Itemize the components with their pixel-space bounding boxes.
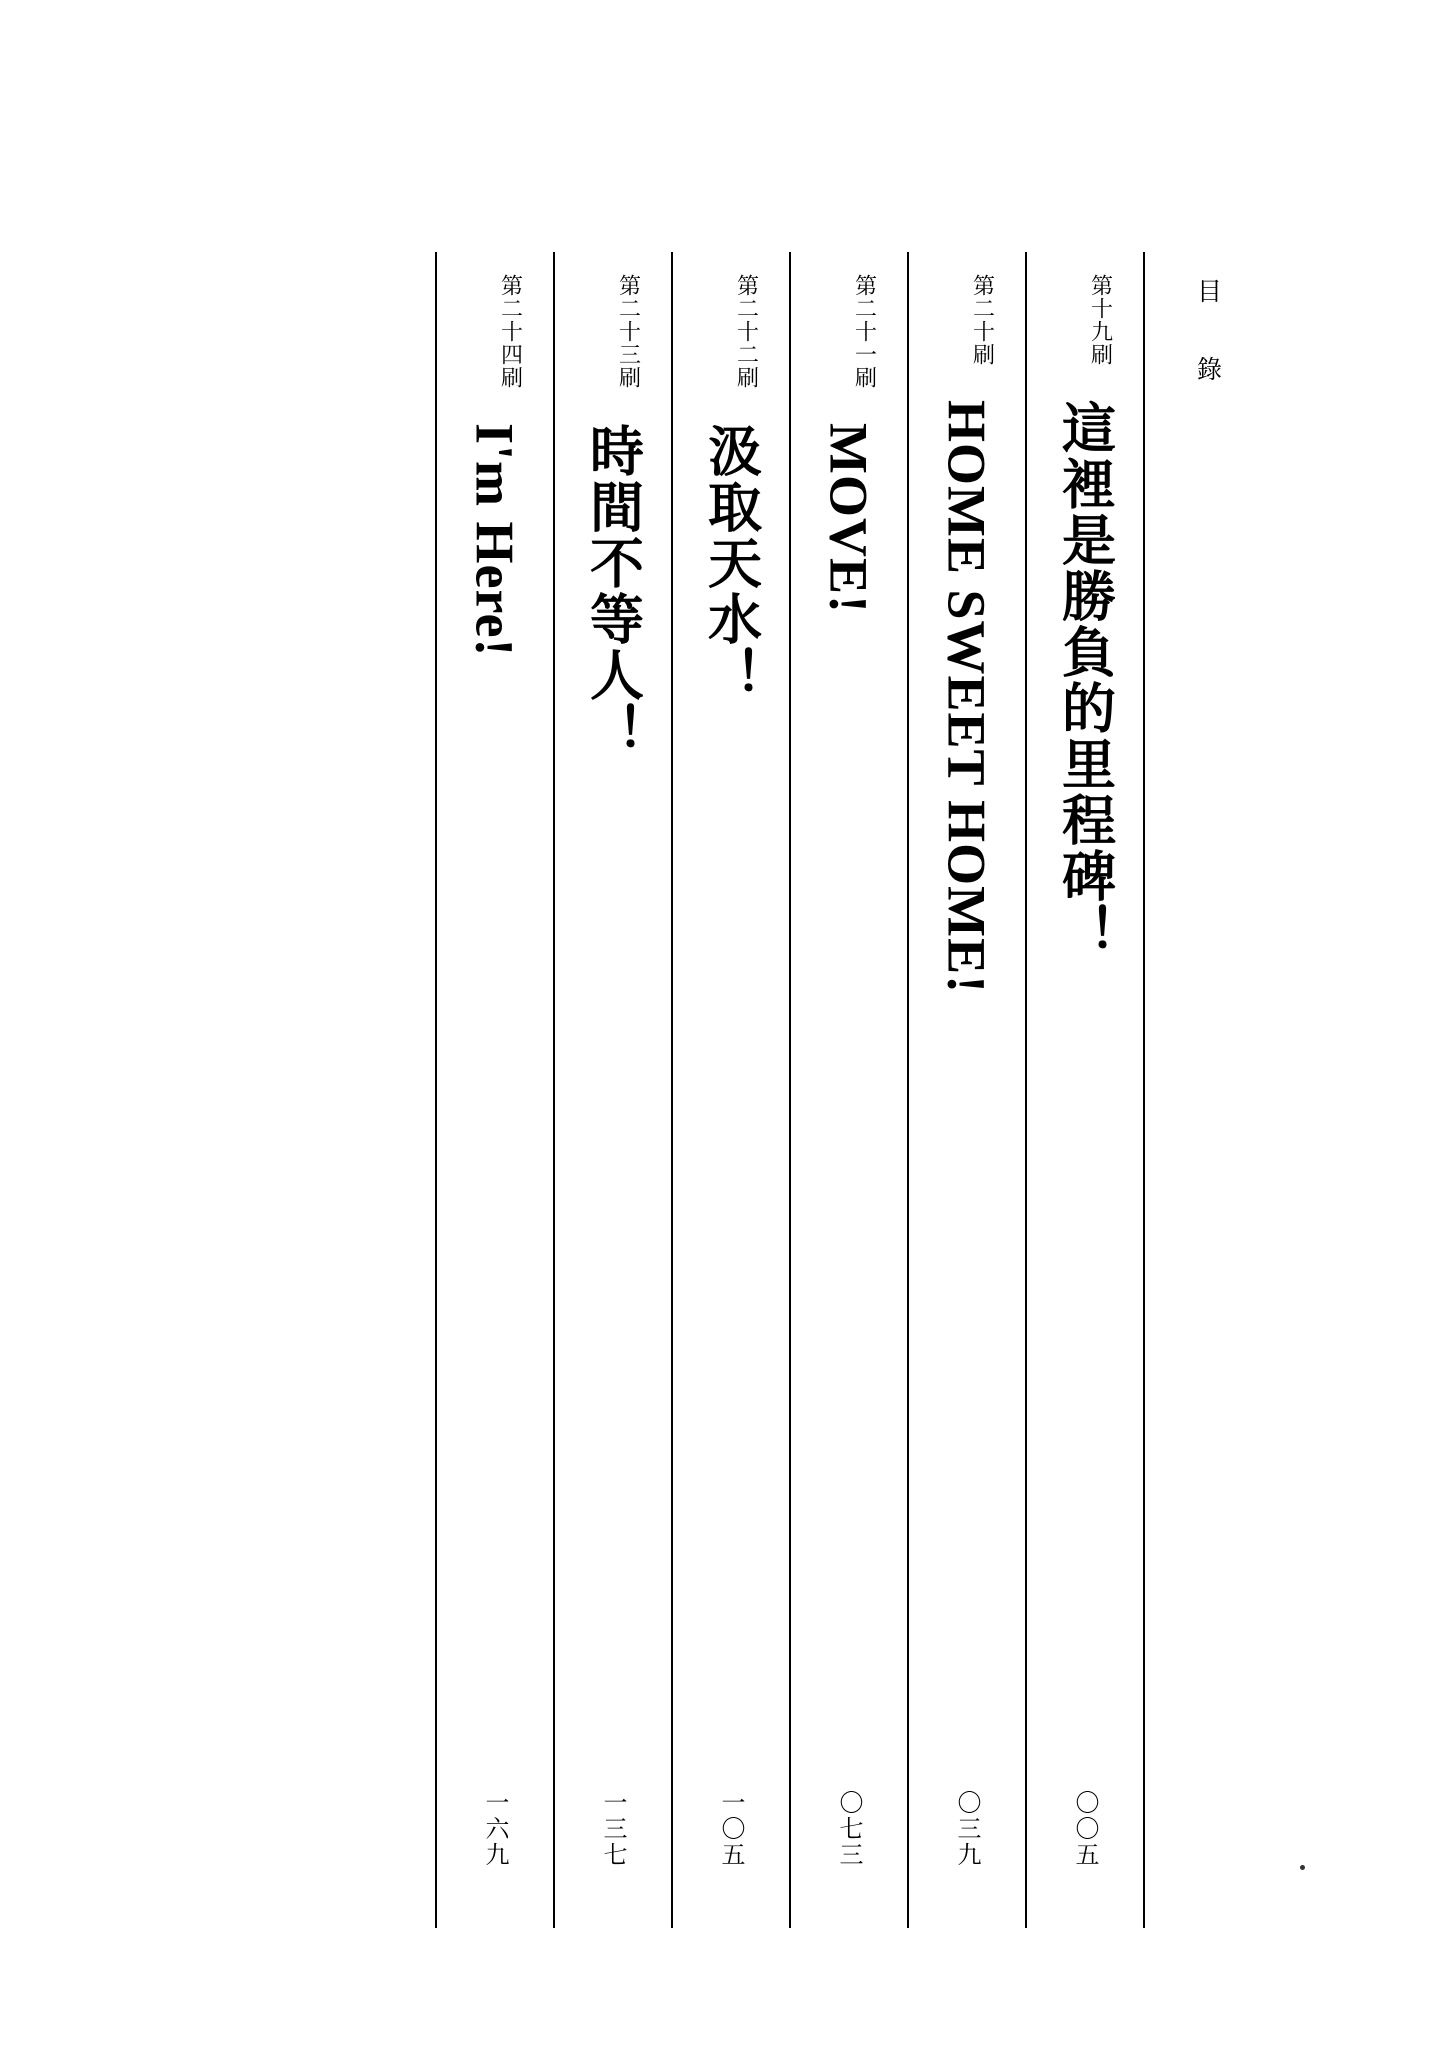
toc-entry-inner xyxy=(700,268,761,1868)
page-number: 一〇五 xyxy=(717,1790,743,1868)
toc-entry-3[interactable] xyxy=(789,268,907,1868)
toc-entry-4[interactable] xyxy=(671,268,789,1868)
column-rule xyxy=(1143,252,1145,1928)
toc-entry-2[interactable] xyxy=(907,268,1025,1868)
page-number: 〇七三 xyxy=(835,1790,861,1868)
chapter-title: MOVE! xyxy=(818,423,879,614)
toc-entry-inner xyxy=(1054,268,1115,1868)
chapter-number: 第二十二刷 xyxy=(734,274,760,389)
column-rule xyxy=(907,252,909,1928)
chapter-number: 第二十四刷 xyxy=(498,274,524,389)
toc-entry-6[interactable] xyxy=(435,268,553,1868)
column-rule xyxy=(435,252,437,1928)
page-number: 〇三九 xyxy=(953,1790,979,1868)
chapter-title: 這裡是勝負的里程碑！ xyxy=(1054,400,1115,960)
chapter-number: 第二十刷 xyxy=(970,274,996,366)
toc-entry-1[interactable] xyxy=(1025,268,1143,1868)
chapter-title: 時間不等人！ xyxy=(582,423,643,759)
chapter-number: 第十九刷 xyxy=(1088,274,1114,366)
page-number: 〇〇五 xyxy=(1071,1790,1097,1868)
toc-entry-5[interactable] xyxy=(553,268,671,1868)
chapter-number: 第二十三刷 xyxy=(616,274,642,389)
column-rule xyxy=(1025,252,1027,1928)
print-speck xyxy=(1300,1865,1305,1870)
column-rule xyxy=(671,252,673,1928)
chapter-title: I'm Here! xyxy=(464,423,525,658)
page-number: 一三七 xyxy=(599,1790,625,1868)
column-rule xyxy=(789,252,791,1928)
chapter-title: 汲取天水！ xyxy=(700,423,761,703)
chapter-title: HOME SWEET HOME! xyxy=(936,400,997,995)
toc-entry-inner xyxy=(936,268,997,1868)
page-number: 一六九 xyxy=(481,1790,507,1868)
toc-heading-column xyxy=(1143,268,1271,1868)
chapter-number: 第二十一刷 xyxy=(852,274,878,389)
toc-entry-inner xyxy=(582,268,643,1868)
toc-entry-inner xyxy=(818,268,879,1868)
toc-columns xyxy=(180,268,1271,1868)
toc-entry-inner xyxy=(464,268,525,1868)
column-rule xyxy=(553,252,555,1928)
page-title: 目 錄 xyxy=(1193,278,1221,395)
